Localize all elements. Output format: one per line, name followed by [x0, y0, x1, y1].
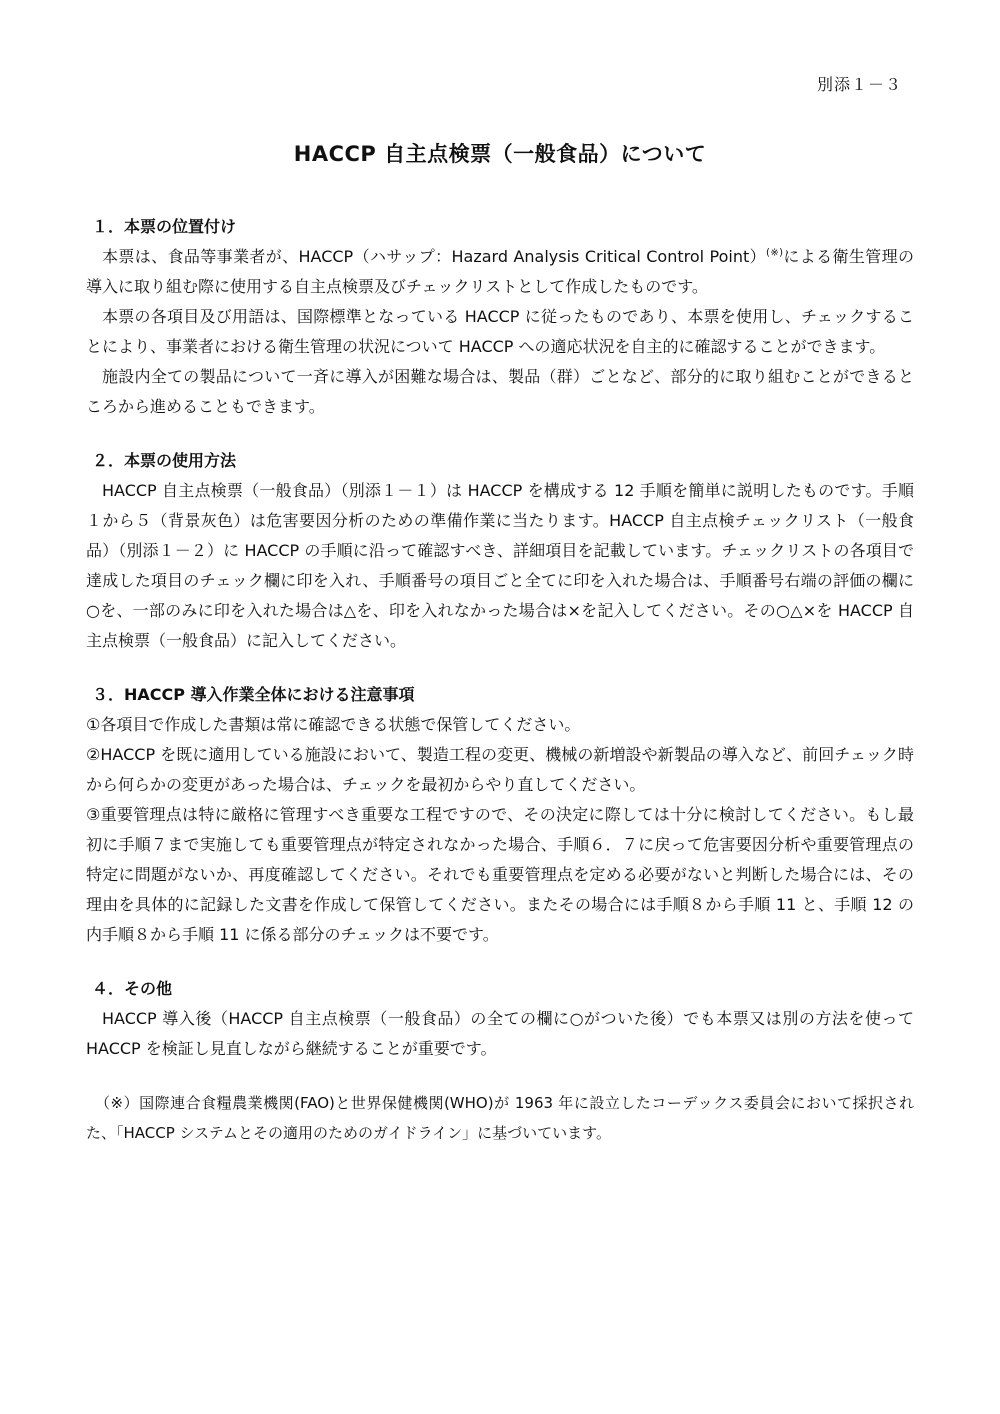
paragraph-text: 本票は、食品等事業者が、HACCP（ハサップ：Hazard Analysis Critical Control Point）: [102, 247, 767, 266]
section-other: [86, 974, 914, 1064]
section-heading: ３．HACCP 導入作業全体における注意事項: [92, 685, 415, 704]
section-precautions: [86, 680, 914, 950]
section-usage: [86, 446, 914, 656]
footnote: （※）国際連合食糧農業機関(FAO)と世界保健機関(WHO)が 1963 年に設立したコーデックス委員会において採択された、「HACCP システムとその適用のためのガイドライン」に基づいています。: [86, 1094, 914, 1142]
paragraph: HACCP 導入後（HACCP 自主点検票（一般食品）の全ての欄に○がついた後）でも本票又は別の方法を使って HACCP を検証し見直しながら継続することが重要です。: [86, 1009, 914, 1058]
paragraph-text: による衛生管理の導入に取り組む際に使用する自主点検票及びチェックリストとして作成したものです。: [86, 247, 914, 296]
annex-label: 別添１－３: [816, 75, 902, 94]
paragraph: [86, 242, 914, 302]
document-body: [86, 212, 914, 1148]
footnote-marker: (※): [766, 247, 783, 259]
precaution-item: ③重要管理点は特に厳格に管理すべき重要な工程ですので、その決定に際しては十分に検討してください。もし最初に手順７まで実施しても重要管理点が特定されなかった場合、手順６．７に戻って危害要因分析や重要管理点の特定に問題がないか、再度確認してください。それでも重要管理点を定める必要がないと判断した場合には、その理由を具体的に記録した文書を作成して保管してください。またその場合には手順８から手順 11 と、手順 12 の内手順８から手順 11 に係る部分のチェックは不要です。: [86, 805, 914, 944]
section-heading: ４．その他: [92, 979, 173, 998]
paragraph: 施設内全ての製品について一斉に導入が困難な場合は、製品（群）ごとなど、部分的に取り組むことができるところから進めることもできます。: [86, 367, 914, 416]
section-heading: ２．本票の使用方法: [92, 451, 237, 470]
document-title: HACCP 自主点検票（一般食品）について: [293, 142, 707, 166]
section-heading: １．本票の位置付け: [92, 217, 237, 236]
precaution-item: ①各項目で作成した書類は常に確認できる状態で保管してください。: [86, 715, 581, 734]
paragraph: 本票の各項目及び用語は、国際標準となっている HACCP に従ったものであり、本票を使用し、チェックすることにより、事業者における衛生管理の状況について HACCP への適応状況を自主的に確認することができます。: [86, 307, 914, 356]
section-positioning: [86, 212, 914, 422]
paragraph: HACCP 自主点検票（一般食品）（別添１－１）は HACCP を構成する 12 手順を簡単に説明したものです。手順１から５（背景灰色）は危害要因分析のための準備作業に当たります。HACCP 自主点検チェックリスト（一般食品）（別添１－２）に HACCP の手順に沿って確認すべき、詳細項目を記載しています。チェックリストの各項目で達成した項目のチェック欄に印を入れ、手順番号の項目ごと全てに印を入れた場合は、手順番号右端の評価の欄に○を、一部のみに印を入れた場合は△を、印を入れなかった場合は×を記入してください。その○△×を HACCP 自主点検票（一般食品）に記入してください。: [86, 481, 914, 650]
precaution-item: ②HACCP を既に適用している施設において、製造工程の変更、機械の新増設や新製品の導入など、前回チェック時から何らかの変更があった場合は、チェックを最初からやり直してください。: [86, 745, 914, 794]
